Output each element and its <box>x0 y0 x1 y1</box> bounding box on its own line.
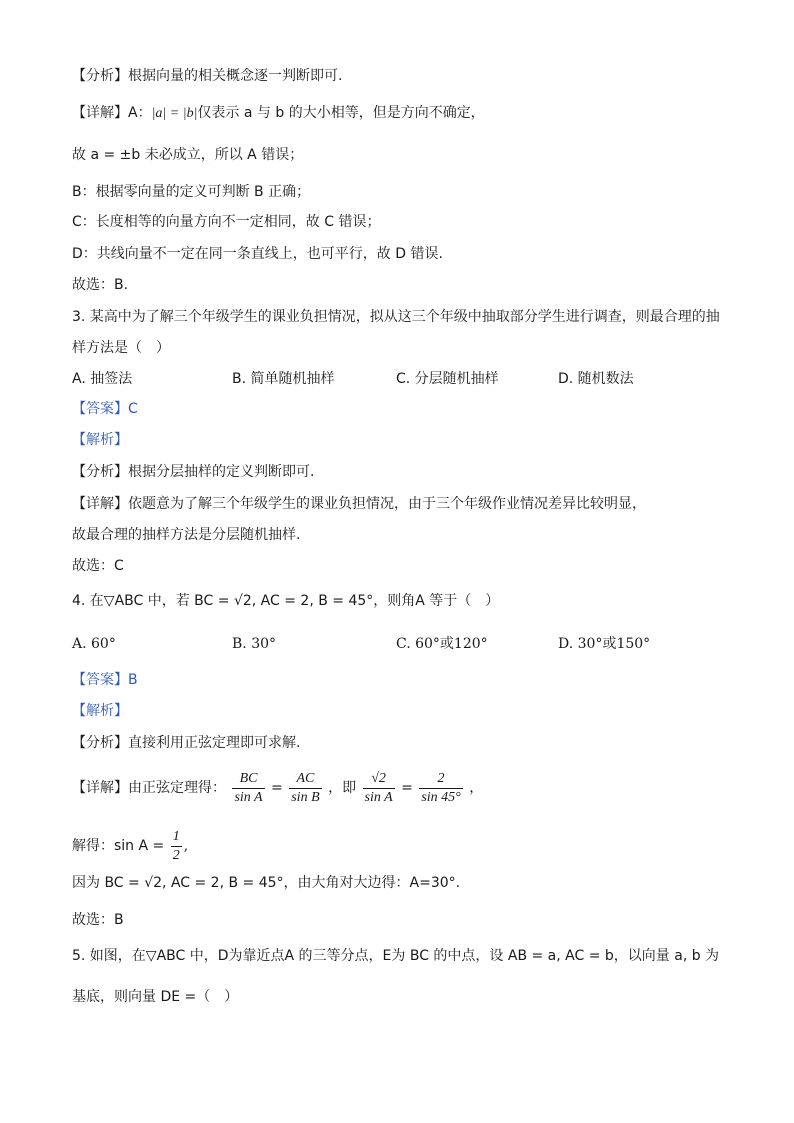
q3-detail: 【详解】依题意为了解三个年级学生的课业负担情况，由于三个年级作业情况差异比较明显， <box>72 496 646 512</box>
detail-line-c: C：长度相等的向量方向不一定相同，故 C 错误； <box>72 214 381 230</box>
q3-jiexi-label: 【解析】 <box>72 432 128 448</box>
choice-line-q2: 故选：B. <box>72 277 129 293</box>
question-5-text-cont: 基底，则向量 DE =（ ） <box>72 989 239 1005</box>
q3-answer: 【答案】C <box>72 401 138 417</box>
q4-choice: 故选：B <box>72 912 124 928</box>
detail-line-b: B：根据零向量的定义可判断 B 正确； <box>72 184 311 200</box>
fraction-one-half: $\frac{1}{2}$ <box>172 828 180 863</box>
q4-analysis: 【分析】直接利用正弦定理即可求解. <box>72 735 301 751</box>
detail-line-a: 【详解】A：|a| = |b|仅表示 a 与 b 的大小相等，但是方向不确定， <box>72 105 485 121</box>
question-4-text: 4. 在▽ABC 中，若 BC = √2, AC = 2, B = 45°，则角A 等于（ ） <box>72 593 500 609</box>
q3-option-a: A. 抽签法 <box>72 371 133 387</box>
q4-jiexi-label: 【解析】 <box>72 703 128 719</box>
vector-magnitude-equation: |a| = |b| <box>151 106 198 121</box>
analysis-line-q2: 【分析】根据向量的相关概念逐一判断即可. <box>72 68 343 84</box>
q4-option-c: C. 60°或120° <box>396 636 488 652</box>
q3-option-d: D. 随机数法 <box>558 371 634 387</box>
detail-line-d: D：共线向量不一定在同一条直线上，也可平行，故 D 错误. <box>72 246 443 262</box>
question-3-text: 3. 某高中为了解三个年级学生的课业负担情况，拟从这三个年级中抽取部分学生进行调查，则最合理的抽 <box>72 309 720 325</box>
question-5-text: 5. 如图，在▽ABC 中，D为靠近点A 的三等分点，E为 BC 的中点，设 AB = a, AC = b，以向量 a, b 为 <box>72 948 720 964</box>
q4-answer: 【答案】B <box>72 672 138 688</box>
fraction-ac-sinb: $\frac{AC}{\text{sin B}}$ <box>291 770 320 805</box>
q3-choice: 故选：C <box>72 558 124 574</box>
q4-option-b: B. 30° <box>232 636 277 652</box>
detail-line-a-conclusion: 故 a = ±b 未必成立，所以 A 错误； <box>72 147 304 163</box>
question-3-text-cont: 样方法是（ ） <box>72 340 170 356</box>
q3-analysis: 【分析】根据分层抽样的定义判断即可. <box>72 464 315 480</box>
q4-option-d: D. 30°或150° <box>558 636 651 652</box>
q4-solve: 解得：sin A = $\frac{1}{2}$ , <box>72 828 189 863</box>
q4-option-a: A. 60° <box>72 636 116 652</box>
fraction-bc-sina: $\frac{BC}{\text{sin A}}$ <box>234 770 263 805</box>
q4-because: 因为 BC = √2, AC = 2, B = 45°，由大角对大边得：A=30°. <box>72 875 461 891</box>
q3-detail-cont: 故最合理的抽样方法是分层随机抽样. <box>72 527 301 543</box>
q4-sine-law: 【详解】由正弦定理得： $\frac{BC}{\text{sin A}}$ = $\frac{AC}{\text{sin B}}$ ，即 $\frac{√2}{\text{sin A}}$ = $\frac{2}{\sin 45^\circ}$ ， <box>72 770 484 805</box>
q3-option-c: C. 分层随机抽样 <box>396 371 499 387</box>
q3-option-b: B. 简单随机抽样 <box>232 371 335 387</box>
fraction-2-sin45: $\frac{2}{\sin 45^\circ}$ <box>421 770 461 805</box>
fraction-sqrt2-sina: $\frac{√2}{\text{sin A}}$ <box>364 770 393 805</box>
